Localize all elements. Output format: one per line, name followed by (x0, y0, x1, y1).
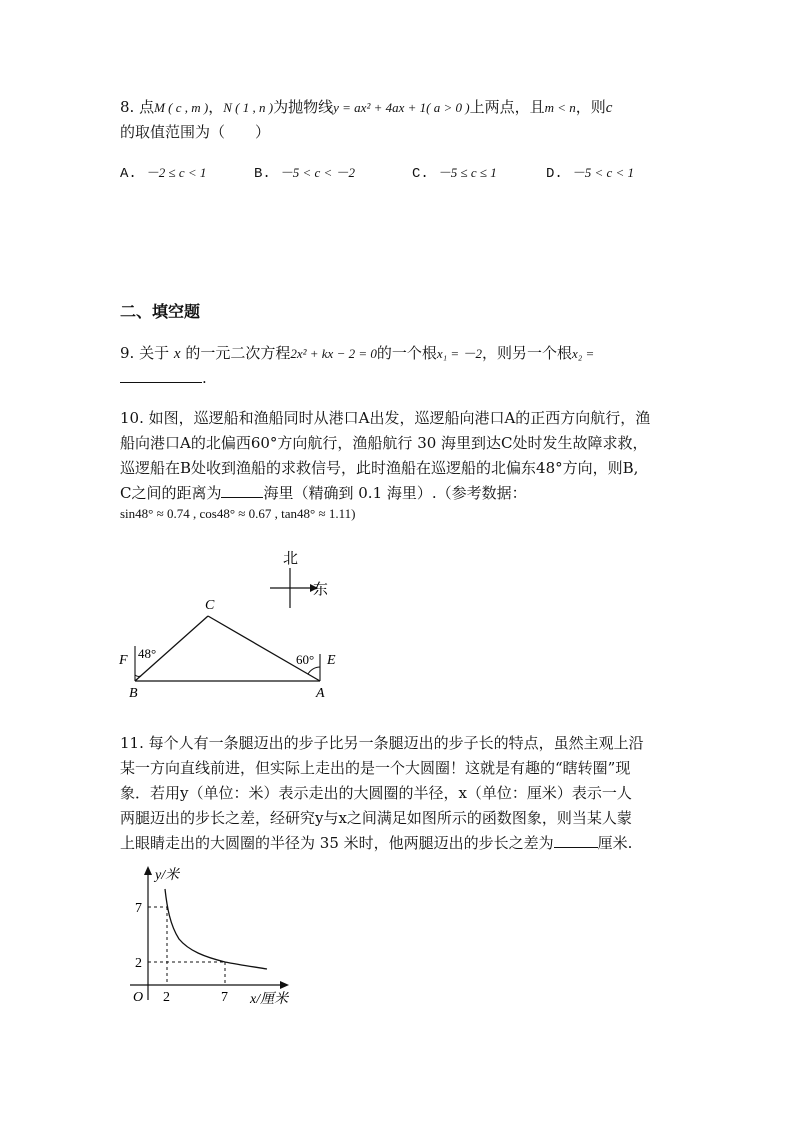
q11-line-1: 11. 每个人有一条腿迈出的步子比另一条腿迈出的步子长的特点，虽然主观上沿 (120, 734, 644, 752)
q9-tail: ，则另一个根 (481, 344, 572, 362)
y-axis-label: y/米 (155, 868, 180, 883)
label-c: C (205, 598, 215, 613)
q9-line-1 (120, 343, 594, 364)
q11-line-4: 两腿迈出的步长之差，经研究y与x之间满足如图所示的函数图象，则当某人蒙 (120, 809, 632, 827)
q8-comma: ， (208, 98, 224, 116)
q10-line4-prefix: C之间的距离为 (120, 484, 222, 502)
label-f: F (119, 653, 128, 668)
q8-mid: 为抛物线 (273, 98, 334, 116)
y-tick-2: 2 (135, 956, 142, 971)
option-label: A. (120, 166, 137, 182)
q10-figure (115, 548, 345, 703)
q8-var-c: c (605, 100, 613, 116)
q8-option-a[interactable] (120, 162, 206, 182)
angle-label-b: 48° (138, 646, 157, 661)
q11-answer-blank[interactable] (554, 833, 598, 848)
q10-line-2: 船向港口A的北偏西60°方向航行，渔船航行 30 海里到达C处时发生故障求救， (120, 434, 648, 452)
q11-line5-prefix: 上眼睛走出的大圆圈的半径为 35 米时，他两腿迈出的步长之差为 (120, 834, 554, 852)
option-label: B. (254, 166, 271, 182)
inverse-curve (165, 889, 267, 969)
q8-mid2: 上两点，且 (469, 98, 545, 116)
q9-root: x₁ = －2 (436, 346, 482, 361)
q9-end: . (202, 369, 207, 387)
x-axis-label: x/厘米 (250, 992, 289, 1007)
compass-north: 北 (283, 549, 299, 567)
q8-point-n: N ( 1 , n ) (223, 100, 274, 115)
q8-tail: ，则 (575, 98, 606, 116)
compass-east: 东 (313, 580, 329, 598)
q9-prefix: 9. 关于 (120, 344, 170, 362)
option-label: C. (412, 166, 429, 182)
y-tick-7: 7 (135, 901, 142, 916)
q8-option-d[interactable] (546, 162, 634, 182)
angle-label-a: 60° (296, 652, 315, 667)
q11-line-2: 某一方向直线前进，但实际上走出的是一个大圆圈！这就是有趣的“瞎转圈”现 (120, 759, 631, 777)
q10-line-3: 巡逻船在B处收到渔船的求救信号，此时渔船在巡逻船的北偏东48°方向，则B, (120, 459, 639, 477)
option-expr: －2 ≤ c < 1 (145, 165, 207, 180)
option-label: D. (546, 166, 563, 182)
q9-root2: x₂ = (571, 346, 595, 361)
q9-equation: 2x² + kx − 2 = 0 (290, 346, 377, 361)
q9-var-x: x (173, 346, 181, 362)
q11-graph (115, 865, 315, 1015)
q8-option-c[interactable] (412, 162, 497, 182)
q8-prefix: 8. 点 (120, 98, 155, 116)
x-tick-7: 7 (221, 990, 228, 1005)
q9-mid: 的一元二次方程 (185, 344, 291, 362)
label-e: E (327, 653, 336, 668)
y-axis-arrow-icon (144, 866, 152, 875)
angle-arc-a (308, 667, 320, 674)
q9-answer-blank[interactable] (120, 368, 202, 383)
q9-mid2: 的一个根 (376, 344, 437, 362)
segment-ca (208, 616, 320, 681)
q8-line-2: 的取值范围为（ ） (120, 123, 271, 141)
q9-line-2 (120, 368, 207, 388)
section-title: 二、填空题 (120, 302, 201, 321)
label-a: A (316, 686, 325, 701)
q10-line4-suffix: 海里（精确到 0.1 海里）.（参考数据： (263, 484, 527, 502)
q8-parabola: y = ax² + 4ax + 1( a > 0 ) (333, 100, 470, 115)
origin-label: O (133, 990, 144, 1005)
option-expr: －5 ≤ c ≤ 1 (437, 165, 497, 180)
x-axis-arrow-icon (280, 981, 289, 989)
q8-option-b[interactable] (254, 162, 355, 182)
q11-line-5 (120, 833, 632, 853)
q8-line-1 (120, 97, 612, 118)
label-b: B (129, 686, 138, 701)
q8-inequality: m < n (544, 100, 576, 115)
q11-line5-suffix: 厘米. (597, 834, 633, 852)
q10-line-5: sin48° ≈ 0.74 , cos48° ≈ 0.67 , tan48° ≈ 1.11) (120, 506, 356, 521)
option-expr: －5 < c < 1 (571, 165, 635, 180)
q10-line-4 (120, 483, 527, 503)
q10-answer-blank[interactable] (221, 483, 263, 498)
q8-point-m: M ( c , m ) (154, 100, 209, 115)
q10-line-1: 10. 如图，巡逻船和渔船同时从港口A出发，巡逻船向港口A的正西方向航行，渔 (120, 409, 651, 427)
x-tick-2: 2 (163, 990, 170, 1005)
option-expr: －5 < c < －2 (279, 165, 356, 180)
q11-line-3: 象．若用y（单位：米）表示走出的大圆圈的半径，x（单位：厘米）表示一人 (120, 784, 632, 802)
